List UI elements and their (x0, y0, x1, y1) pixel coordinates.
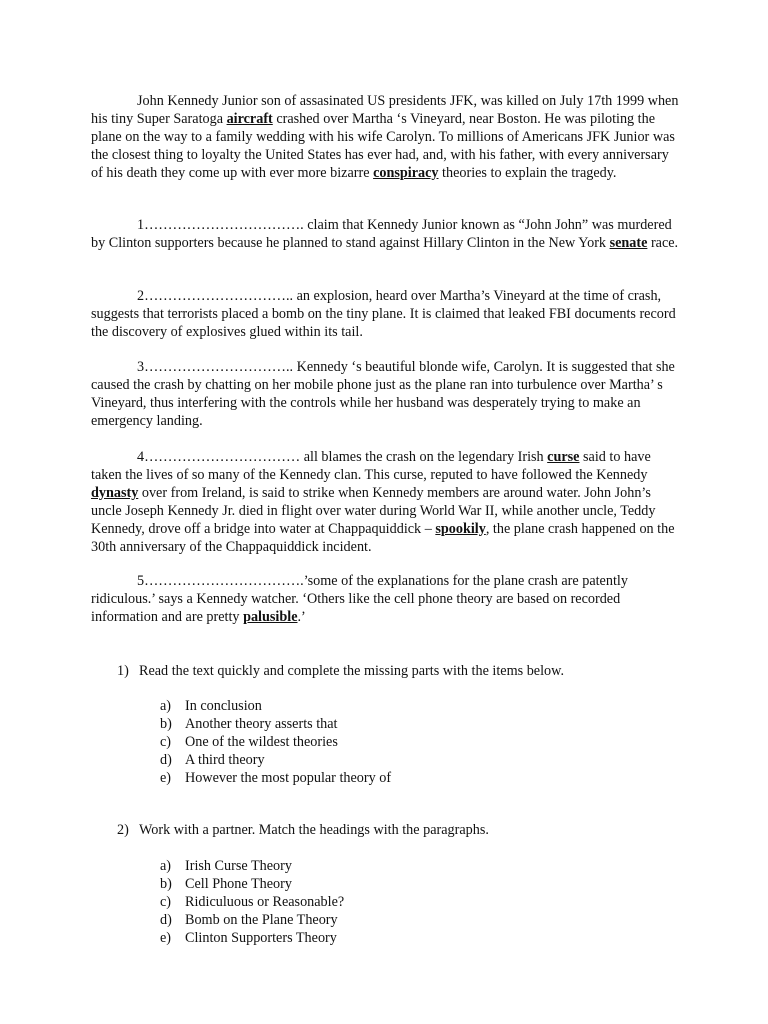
list-item (160, 894, 344, 912)
vocabulary-word: spookily (435, 520, 486, 537)
option-letter: d) (160, 911, 172, 928)
question-1-options (160, 698, 391, 787)
option-letter: e) (160, 769, 172, 786)
option-text: However the most popular theory of (185, 769, 392, 786)
question-2 (117, 822, 677, 840)
vocabulary-word: aircraft (226, 110, 273, 127)
option-text: One of the wildest theories (185, 733, 338, 750)
question-prompt: Read the text quickly and complete the missing parts with the items below. (139, 663, 565, 679)
paragraph-text: 3………………………….. Kennedy ‘s beautiful blonde wife, Carolyn. It is suggested that she caused the crash by chatting on her mobile phone just as the plane ran into turbulence over Martha’ s Vineyard, thus interfering with the controls while her husband was desperately trying to make an emergency landing. (91, 359, 675, 429)
paragraph-text: race. (647, 234, 679, 251)
option-letter: c) (160, 733, 172, 750)
option-letter: b) (160, 715, 172, 732)
option-letter: a) (160, 858, 172, 874)
option-letter: e) (160, 929, 172, 946)
vocabulary-word: conspiracy (373, 164, 439, 181)
list-item (160, 912, 344, 930)
option-letter: d) (160, 751, 172, 768)
option-letter: a) (160, 698, 172, 714)
paragraph-text: over from Ireland, is said to strike when Kennedy members are around water. John John’s uncle Joseph Kennedy Jr. died in flight over water during World War II, while another uncle, Teddy Kennedy, drove off a bridge into water at Chappaquiddick – (91, 484, 656, 537)
paragraph-text: said to have taken the lives of so many of the Kennedy clan. This curse, reputed to have followed the Kennedy (91, 449, 651, 483)
paragraph-text: 5…………………………….’some of the explanations for the plane crash are patently ridiculous.’ says a Kennedy watcher. ‘Others like the cell phone theory are based on recorded information and are pretty (91, 573, 628, 625)
option-text: Ridiculuous or Reasonable? (185, 893, 345, 910)
paragraph-text: 1……………………………. claim that Kennedy Junior known as “John John” was murdered by Clinton supporters because he planned to stand against Hillary Clinton in the New York (91, 217, 672, 251)
option-text: In conclusion (185, 698, 262, 714)
option-text: Another theory asserts that (185, 715, 338, 732)
paragraph-text: 2………………………….. an explosion, heard over Martha’s Vineyard at the time of crash, suggests that terrorists placed a bomb on the tiny plane. It is claimed that leaked FBI documents record the discovery of explosives glued within its tail. (91, 288, 676, 340)
question-prompt: Work with a partner. Match the headings with the paragraphs. (139, 822, 489, 838)
list-item (160, 876, 344, 894)
option-text: Bomb on the Plane Theory (185, 911, 338, 928)
paragraph-5 (91, 573, 681, 627)
option-text: A third theory (185, 751, 265, 768)
option-text: Cell Phone Theory (185, 875, 292, 892)
option-letter: b) (160, 875, 172, 892)
vocabulary-word: senate (609, 234, 648, 251)
question-number: 2) (117, 822, 129, 838)
vocabulary-word: curse (547, 449, 580, 465)
list-item (160, 698, 391, 716)
paragraph-3 (91, 359, 681, 431)
option-text: Irish Curse Theory (185, 858, 292, 874)
vocabulary-word: palusible (243, 608, 298, 625)
list-item (160, 734, 391, 752)
list-item (160, 770, 391, 788)
paragraph-text: 4…………………………… all blames the crash on the legendary Irish (137, 449, 548, 465)
list-item (160, 716, 391, 734)
paragraph-text: John Kennedy Junior son of assasinated US presidents JFK, was killed on July 17th 1999 when his tiny Super Saratoga (91, 93, 679, 127)
paragraph-text: .’ (297, 608, 306, 625)
question-2-options (160, 858, 344, 947)
option-letter: c) (160, 893, 172, 910)
option-text: Clinton Supporters Theory (185, 929, 337, 946)
intro-paragraph (91, 93, 681, 183)
paragraph-4 (91, 449, 681, 556)
paragraph-text: , the plane crash happened on the 30th anniversary of the Chappaquiddick incident. (91, 520, 675, 555)
paragraph-text: theories to explain the tragedy. (438, 164, 617, 181)
paragraph-1 (91, 217, 681, 253)
list-item (160, 858, 344, 876)
list-item (160, 930, 344, 948)
vocabulary-word: dynasty (91, 484, 139, 501)
question-number: 1) (117, 663, 129, 679)
question-1 (117, 663, 677, 681)
paragraph-text: crashed over Martha ‘s Vineyard, near Boston. He was piloting the plane on the way to a family wedding with his wife Carolyn. To millions of Americans JFK Junior was the closest thing to loyalty the United States has ever had, and, with his father, with every anniversary of his death they come up with ever more bizarre (91, 110, 675, 181)
list-item (160, 752, 391, 770)
paragraph-2 (91, 288, 681, 342)
